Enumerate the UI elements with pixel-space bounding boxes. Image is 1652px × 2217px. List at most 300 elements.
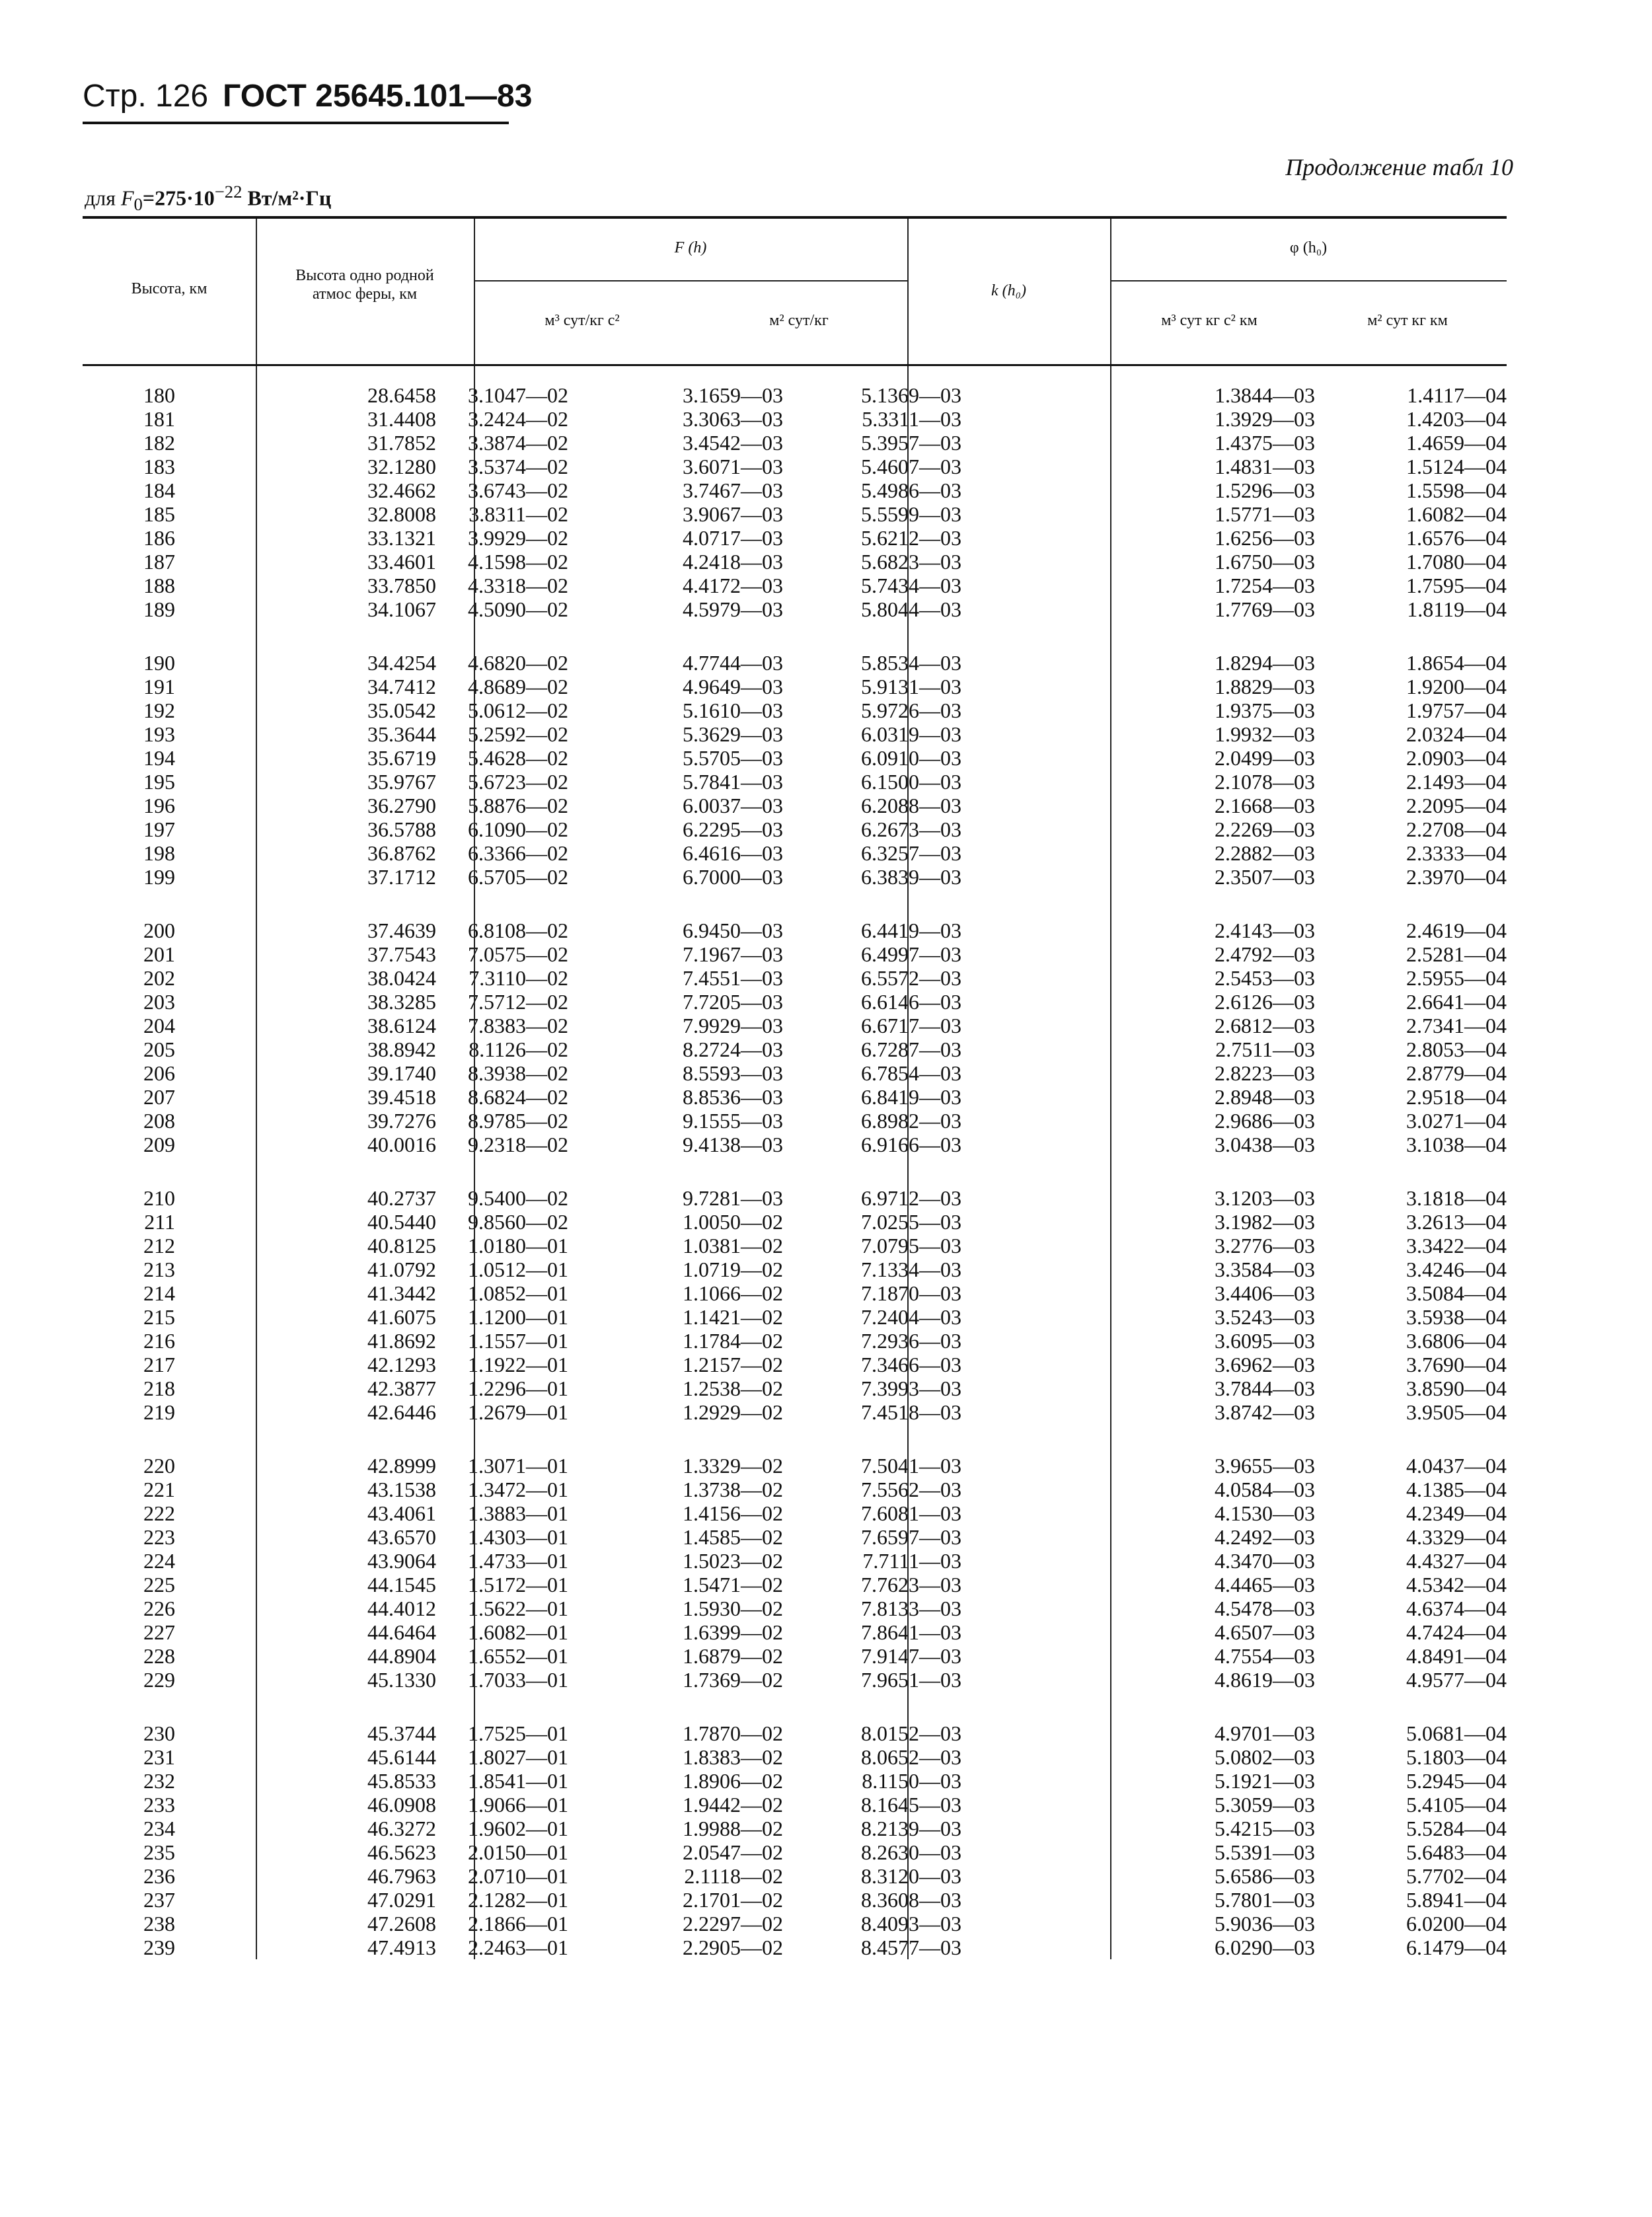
cell-hom-height: 47.4913 [367, 1935, 436, 1959]
cell-F-m2: 9.4138—03 [683, 1133, 783, 1156]
cell-phi-m2: 3.7690—04 [1406, 1353, 1507, 1376]
cell-phi-m2: 1.7080—04 [1406, 550, 1507, 574]
cell-phi-m3: 1.5296—03 [1215, 478, 1315, 502]
cell-k: 6.1500—03 [861, 770, 961, 794]
cell-phi-m2: 2.9518—04 [1406, 1085, 1507, 1109]
cell-F-m2: 1.1784—02 [683, 1329, 783, 1353]
cell-F-m3: 6.5705—02 [468, 865, 568, 889]
subtitle-exp: −22 [214, 182, 243, 202]
cell-F-m3: 2.2463—01 [468, 1935, 568, 1959]
cell-F-m3: 1.0512—01 [468, 1258, 568, 1281]
table-row [83, 1109, 1507, 1133]
cell-F-m3: 1.4303—01 [468, 1525, 568, 1549]
table-row [83, 1085, 1507, 1109]
cell-F-m3: 3.3874—02 [468, 431, 568, 455]
col-header-phi-unit2: м² сут кг км [1367, 312, 1448, 329]
cell-F-m3: 5.0612—02 [468, 698, 568, 722]
cell-hom-height: 39.1740 [367, 1061, 436, 1085]
cell-F-m3: 9.8560—02 [468, 1210, 568, 1234]
cell-F-m2: 1.1066—02 [683, 1281, 783, 1305]
cell-height: 222 [143, 1501, 175, 1525]
page-number: Стр. 126 [83, 79, 209, 114]
table-row [83, 919, 1507, 942]
cell-k: 7.5041—03 [861, 1454, 961, 1478]
table-row [83, 722, 1507, 746]
cell-F-m2: 1.9988—02 [683, 1817, 783, 1840]
cell-phi-m3: 3.1982—03 [1215, 1210, 1315, 1234]
cell-hom-height: 36.8762 [367, 841, 436, 865]
cell-phi-m2: 3.4246—04 [1406, 1258, 1507, 1281]
cell-k: 6.0910—03 [861, 746, 961, 770]
cell-hom-height: 33.1321 [367, 526, 436, 550]
cell-F-m3: 2.0150—01 [468, 1840, 568, 1864]
cell-phi-m3: 1.4831—03 [1215, 455, 1315, 478]
cell-F-m2: 5.7841—03 [683, 770, 783, 794]
table-continuation-label: Продолжение табл 10 [1285, 154, 1513, 180]
cell-F-m3: 5.8876—02 [468, 794, 568, 817]
cell-height: 195 [143, 770, 175, 794]
cell-phi-m3: 6.0290—03 [1215, 1935, 1315, 1959]
cell-phi-m3: 1.7254—03 [1215, 574, 1315, 597]
cell-k: 6.2673—03 [861, 817, 961, 841]
cell-F-m3: 9.5400—02 [468, 1186, 568, 1210]
cell-k: 6.0319—03 [861, 722, 961, 746]
cell-F-m3: 1.9066—01 [468, 1793, 568, 1817]
cell-F-m2: 9.1555—03 [683, 1109, 783, 1133]
table-row [83, 502, 1507, 526]
cell-k: 5.6212—03 [861, 526, 961, 550]
cell-height: 229 [143, 1668, 175, 1692]
cell-height: 198 [143, 841, 175, 865]
cell-F-m2: 4.5979—03 [683, 597, 783, 621]
cell-k: 7.0255—03 [861, 1210, 961, 1234]
cell-F-m2: 1.8383—02 [683, 1745, 783, 1769]
cell-F-m2: 3.7467—03 [683, 478, 783, 502]
cell-hom-height: 43.1538 [367, 1478, 436, 1501]
body-column-divider [1110, 366, 1111, 1959]
table-row [83, 1305, 1507, 1329]
cell-F-m3: 1.1200—01 [468, 1305, 568, 1329]
cell-k: 6.5572—03 [861, 966, 961, 990]
cell-F-m3: 3.6743—02 [468, 478, 568, 502]
table-row [83, 1745, 1507, 1769]
subtitle-prefix: для [85, 186, 116, 210]
cell-F-m2: 1.2929—02 [683, 1400, 783, 1424]
cell-F-m2: 7.4551—03 [683, 966, 783, 990]
cell-height: 223 [143, 1525, 175, 1549]
cell-F-m3: 1.2679—01 [468, 1400, 568, 1424]
table-row [83, 1061, 1507, 1085]
cell-F-m3: 1.1922—01 [468, 1353, 568, 1376]
cell-F-m2: 1.0719—02 [683, 1258, 783, 1281]
cell-phi-m2: 2.3333—04 [1406, 841, 1507, 865]
cell-F-m2: 4.9649—03 [683, 675, 783, 698]
cell-k: 7.4518—03 [861, 1400, 961, 1424]
cell-height: 204 [143, 1014, 175, 1037]
cell-k: 8.2139—03 [861, 1817, 961, 1840]
cell-hom-height: 42.3877 [367, 1376, 436, 1400]
cell-hom-height: 41.3442 [367, 1281, 436, 1305]
table-row [83, 942, 1507, 966]
cell-phi-m3: 5.6586—03 [1215, 1864, 1315, 1888]
cell-phi-m2: 2.3970—04 [1406, 865, 1507, 889]
cell-F-m2: 3.9067—03 [683, 502, 783, 526]
cell-phi-m3: 3.5243—03 [1215, 1305, 1315, 1329]
cell-phi-m2: 4.6374—04 [1406, 1597, 1507, 1620]
cell-F-m2: 7.9929—03 [683, 1014, 783, 1037]
table-row [83, 841, 1507, 865]
cell-hom-height: 31.4408 [367, 407, 436, 431]
cell-k: 5.5599—03 [861, 502, 961, 526]
cell-phi-m3: 2.3507—03 [1215, 865, 1315, 889]
cell-k: 6.6717—03 [861, 1014, 961, 1037]
cell-F-m2: 1.2157—02 [683, 1353, 783, 1376]
cell-F-m2: 1.5930—02 [683, 1597, 783, 1620]
cell-height: 187 [143, 550, 175, 574]
cell-phi-m2: 5.2945—04 [1406, 1769, 1507, 1793]
cell-phi-m3: 1.5771—03 [1215, 502, 1315, 526]
cell-height: 210 [143, 1186, 175, 1210]
cell-height: 207 [143, 1085, 175, 1109]
cell-phi-m3: 4.2492—03 [1215, 1525, 1315, 1549]
body-column-divider [474, 366, 475, 1959]
cell-k: 5.9726—03 [861, 698, 961, 722]
cell-hom-height: 45.6144 [367, 1745, 436, 1769]
cell-phi-m2: 1.7595—04 [1406, 574, 1507, 597]
cell-k: 7.1334—03 [861, 1258, 961, 1281]
table-row [83, 407, 1507, 431]
cell-phi-m2: 2.1493—04 [1406, 770, 1507, 794]
cell-phi-m3: 2.2882—03 [1215, 841, 1315, 865]
cell-phi-m3: 2.8223—03 [1215, 1061, 1315, 1085]
cell-F-m2: 4.2418—03 [683, 550, 783, 574]
cell-phi-m2: 1.4659—04 [1406, 431, 1507, 455]
cell-hom-height: 43.9064 [367, 1549, 436, 1573]
cell-phi-m2: 1.5598—04 [1406, 478, 1507, 502]
table-row [83, 1234, 1507, 1258]
table-row [83, 865, 1507, 889]
cell-F-m3: 1.8027—01 [468, 1745, 568, 1769]
table-row [83, 794, 1507, 817]
cell-F-m3: 1.5172—01 [468, 1573, 568, 1597]
cell-phi-m2: 5.0681—04 [1406, 1721, 1507, 1745]
cell-hom-height: 41.6075 [367, 1305, 436, 1329]
cell-hom-height: 42.1293 [367, 1353, 436, 1376]
table-row [83, 675, 1507, 698]
cell-F-m3: 8.9785—02 [468, 1109, 568, 1133]
cell-phi-m2: 2.2708—04 [1406, 817, 1507, 841]
table-row [83, 478, 1507, 502]
cell-height: 216 [143, 1329, 175, 1353]
cell-F-m3: 1.5622—01 [468, 1597, 568, 1620]
cell-phi-m3: 2.5453—03 [1215, 966, 1315, 990]
cell-height: 212 [143, 1234, 175, 1258]
cell-phi-m2: 1.6082—04 [1406, 502, 1507, 526]
cell-k: 8.2630—03 [861, 1840, 961, 1864]
cell-phi-m2: 3.5938—04 [1406, 1305, 1507, 1329]
table-row [83, 550, 1507, 574]
cell-hom-height: 46.0908 [367, 1793, 436, 1817]
table-row [83, 966, 1507, 990]
cell-phi-m2: 3.6806—04 [1406, 1329, 1507, 1353]
cell-phi-m2: 4.8491—04 [1406, 1644, 1507, 1668]
cell-height: 194 [143, 746, 175, 770]
cell-phi-m2: 5.1803—04 [1406, 1745, 1507, 1769]
cell-F-m2: 1.3738—02 [683, 1478, 783, 1501]
table-row [83, 1817, 1507, 1840]
cell-F-m3: 3.5374—02 [468, 455, 568, 478]
cell-k: 7.9147—03 [861, 1644, 961, 1668]
cell-F-m3: 1.1557—01 [468, 1329, 568, 1353]
cell-phi-m3: 3.1203—03 [1215, 1186, 1315, 1210]
cell-k: 6.7287—03 [861, 1037, 961, 1061]
cell-phi-m2: 4.7424—04 [1406, 1620, 1507, 1644]
cell-phi-m3: 3.0438—03 [1215, 1133, 1315, 1156]
cell-height: 224 [143, 1549, 175, 1573]
table-row [83, 1549, 1507, 1573]
table-row [83, 817, 1507, 841]
cell-k: 8.4093—03 [861, 1912, 961, 1935]
table-row [83, 597, 1507, 621]
cell-hom-height: 38.3285 [367, 990, 436, 1014]
cell-hom-height: 36.2790 [367, 794, 436, 817]
cell-F-m2: 2.0547—02 [683, 1840, 783, 1864]
cell-phi-m2: 4.0437—04 [1406, 1454, 1507, 1478]
cell-height: 209 [143, 1133, 175, 1156]
cell-hom-height: 44.6464 [367, 1620, 436, 1644]
cell-k: 8.4577—03 [861, 1935, 961, 1959]
cell-phi-m2: 1.8654—04 [1406, 651, 1507, 675]
col-header-F-unit1: м³ сут/кг с² [544, 312, 620, 329]
cell-height: 232 [143, 1769, 175, 1793]
cell-k: 7.3466—03 [861, 1353, 961, 1376]
cell-k: 5.3957—03 [861, 431, 961, 455]
cell-phi-m2: 3.8590—04 [1406, 1376, 1507, 1400]
cell-hom-height: 37.7543 [367, 942, 436, 966]
cell-phi-m3: 4.5478—03 [1215, 1597, 1315, 1620]
cell-F-m2: 7.7205—03 [683, 990, 783, 1014]
table-row [83, 1721, 1507, 1745]
cell-phi-m3: 2.0499—03 [1215, 746, 1315, 770]
cell-F-m2: 1.5471—02 [683, 1573, 783, 1597]
cell-F-m3: 1.0180—01 [468, 1234, 568, 1258]
cell-hom-height: 47.2608 [367, 1912, 436, 1935]
cell-phi-m3: 5.0802—03 [1215, 1745, 1315, 1769]
cell-height: 225 [143, 1573, 175, 1597]
cell-phi-m2: 2.6641—04 [1406, 990, 1507, 1014]
cell-height: 215 [143, 1305, 175, 1329]
cell-phi-m2: 5.8941—04 [1406, 1888, 1507, 1912]
cell-F-m2: 1.8906—02 [683, 1769, 783, 1793]
cell-k: 6.7854—03 [861, 1061, 961, 1085]
cell-phi-m2: 5.5284—04 [1406, 1817, 1507, 1840]
table-body [83, 366, 1507, 1959]
table-row [83, 1210, 1507, 1234]
cell-phi-m2: 4.9577—04 [1406, 1668, 1507, 1692]
cell-hom-height: 40.2737 [367, 1186, 436, 1210]
cell-F-m2: 6.2295—03 [683, 817, 783, 841]
cell-phi-m2: 2.8779—04 [1406, 1061, 1507, 1085]
cell-hom-height: 40.5440 [367, 1210, 436, 1234]
cell-height: 202 [143, 966, 175, 990]
col-header-F-unit2: м² сут/кг [769, 312, 829, 329]
cell-height: 234 [143, 1817, 175, 1840]
table-header [83, 219, 1507, 364]
cell-height: 231 [143, 1745, 175, 1769]
cell-F-m3: 6.8108—02 [468, 919, 568, 942]
cell-F-m3: 1.9602—01 [468, 1817, 568, 1840]
cell-F-m2: 1.0381—02 [683, 1234, 783, 1258]
cell-height: 189 [143, 597, 175, 621]
table-row [83, 1454, 1507, 1478]
cell-phi-m2: 2.5955—04 [1406, 966, 1507, 990]
cell-phi-m3: 3.2776—03 [1215, 1234, 1315, 1258]
page-header [83, 78, 532, 114]
cell-F-m2: 9.7281—03 [683, 1186, 783, 1210]
col-header-k: k (h₀) [991, 282, 1026, 299]
cell-phi-m3: 1.9375—03 [1215, 698, 1315, 722]
table-row [83, 1353, 1507, 1376]
cell-height: 230 [143, 1721, 175, 1745]
cell-F-m3: 4.1598—02 [468, 550, 568, 574]
cell-F-m3: 1.8541—01 [468, 1769, 568, 1793]
cell-phi-m2: 1.5124—04 [1406, 455, 1507, 478]
cell-phi-m3: 1.3929—03 [1215, 407, 1315, 431]
cell-phi-m3: 3.6962—03 [1215, 1353, 1315, 1376]
cell-hom-height: 36.5788 [367, 817, 436, 841]
cell-F-m3: 5.4628—02 [468, 746, 568, 770]
cell-k: 7.7623—03 [861, 1573, 961, 1597]
cell-height: 193 [143, 722, 175, 746]
cell-k: 6.9166—03 [861, 1133, 961, 1156]
table-row-group [83, 651, 1507, 889]
cell-k: 7.6081—03 [861, 1501, 961, 1525]
header-rule [83, 122, 509, 124]
cell-F-m3: 1.6552—01 [468, 1644, 568, 1668]
cell-hom-height: 35.0542 [367, 698, 436, 722]
cell-height: 190 [143, 651, 175, 675]
cell-k: 5.9131—03 [861, 675, 961, 698]
cell-hom-height: 45.1330 [367, 1668, 436, 1692]
cell-k: 6.8419—03 [861, 1085, 961, 1109]
data-table [83, 216, 1507, 1989]
cell-height: 200 [143, 919, 175, 942]
cell-phi-m2: 3.3422—04 [1406, 1234, 1507, 1258]
table-row [83, 1864, 1507, 1888]
cell-F-m3: 7.0575—02 [468, 942, 568, 966]
cell-F-m3: 2.1866—01 [468, 1912, 568, 1935]
cell-phi-m3: 1.3844—03 [1215, 383, 1315, 407]
cell-hom-height: 45.8533 [367, 1769, 436, 1793]
cell-height: 186 [143, 526, 175, 550]
cell-hom-height: 42.6446 [367, 1400, 436, 1424]
cell-hom-height: 37.4639 [367, 919, 436, 942]
table-row [83, 574, 1507, 597]
cell-hom-height: 47.0291 [367, 1888, 436, 1912]
cell-k: 8.1645—03 [861, 1793, 961, 1817]
cell-height: 219 [143, 1400, 175, 1424]
cell-height: 208 [143, 1109, 175, 1133]
cell-phi-m2: 2.8053—04 [1406, 1037, 1507, 1061]
cell-height: 214 [143, 1281, 175, 1305]
cell-F-m2: 6.4616—03 [683, 841, 783, 865]
cell-phi-m2: 4.2349—04 [1406, 1501, 1507, 1525]
table-row [83, 1840, 1507, 1864]
cell-hom-height: 28.6458 [367, 383, 436, 407]
table-row [83, 1400, 1507, 1424]
cell-phi-m3: 2.6812—03 [1215, 1014, 1315, 1037]
table-row [83, 1793, 1507, 1817]
cell-height: 183 [143, 455, 175, 478]
table-row-group [83, 919, 1507, 1156]
table-subtitle [85, 182, 331, 215]
table-row [83, 651, 1507, 675]
cell-F-m2: 1.2538—02 [683, 1376, 783, 1400]
cell-phi-m3: 1.9932—03 [1215, 722, 1315, 746]
cell-k: 5.1369—03 [861, 383, 961, 407]
cell-height: 227 [143, 1620, 175, 1644]
cell-hom-height: 35.9767 [367, 770, 436, 794]
cell-height: 238 [143, 1912, 175, 1935]
table-row [83, 455, 1507, 478]
cell-hom-height: 39.4518 [367, 1085, 436, 1109]
cell-k: 6.3839—03 [861, 865, 961, 889]
cell-F-m3: 4.8689—02 [468, 675, 568, 698]
cell-phi-m3: 3.7844—03 [1215, 1376, 1315, 1400]
cell-phi-m3: 1.8294—03 [1215, 651, 1315, 675]
cell-phi-m3: 3.6095—03 [1215, 1329, 1315, 1353]
cell-phi-m2: 2.2095—04 [1406, 794, 1507, 817]
cell-height: 221 [143, 1478, 175, 1501]
cell-k: 8.1150—03 [862, 1769, 961, 1793]
cell-height: 184 [143, 478, 175, 502]
cell-phi-m2: 4.4327—04 [1406, 1549, 1507, 1573]
cell-height: 185 [143, 502, 175, 526]
cell-height: 217 [143, 1353, 175, 1376]
table-row [83, 1888, 1507, 1912]
cell-hom-height: 33.7850 [367, 574, 436, 597]
cell-F-m2: 3.4542—03 [683, 431, 783, 455]
cell-F-m3: 1.7033—01 [468, 1668, 568, 1692]
cell-height: 181 [143, 407, 175, 431]
cell-F-m2: 8.5593—03 [683, 1061, 783, 1085]
cell-phi-m3: 1.7769—03 [1215, 597, 1315, 621]
cell-k: 6.8982—03 [861, 1109, 961, 1133]
cell-phi-m3: 4.3470—03 [1215, 1549, 1315, 1573]
cell-k: 6.3257—03 [861, 841, 961, 865]
cell-F-m2: 1.3329—02 [683, 1454, 783, 1478]
cell-F-m2: 1.7870—02 [683, 1721, 783, 1745]
cell-hom-height: 35.3644 [367, 722, 436, 746]
cell-hom-height: 33.4601 [367, 550, 436, 574]
table-row [83, 990, 1507, 1014]
cell-F-m3: 3.8311—02 [469, 502, 568, 526]
cell-F-m2: 5.3629—03 [683, 722, 783, 746]
cell-k: 5.7434—03 [861, 574, 961, 597]
cell-hom-height: 43.4061 [367, 1501, 436, 1525]
cell-height: 206 [143, 1061, 175, 1085]
cell-F-m2: 1.0050—02 [683, 1210, 783, 1234]
cell-k: 8.3608—03 [861, 1888, 961, 1912]
table-row [83, 698, 1507, 722]
cell-F-m3: 1.7525—01 [468, 1721, 568, 1745]
cell-F-m2: 3.3063—03 [683, 407, 783, 431]
cell-phi-m2: 1.9757—04 [1406, 698, 1507, 722]
cell-hom-height: 43.6570 [367, 1525, 436, 1549]
cell-F-m3: 8.3938—02 [468, 1061, 568, 1085]
cell-height: 211 [144, 1210, 175, 1234]
cell-hom-height: 31.7852 [367, 431, 436, 455]
